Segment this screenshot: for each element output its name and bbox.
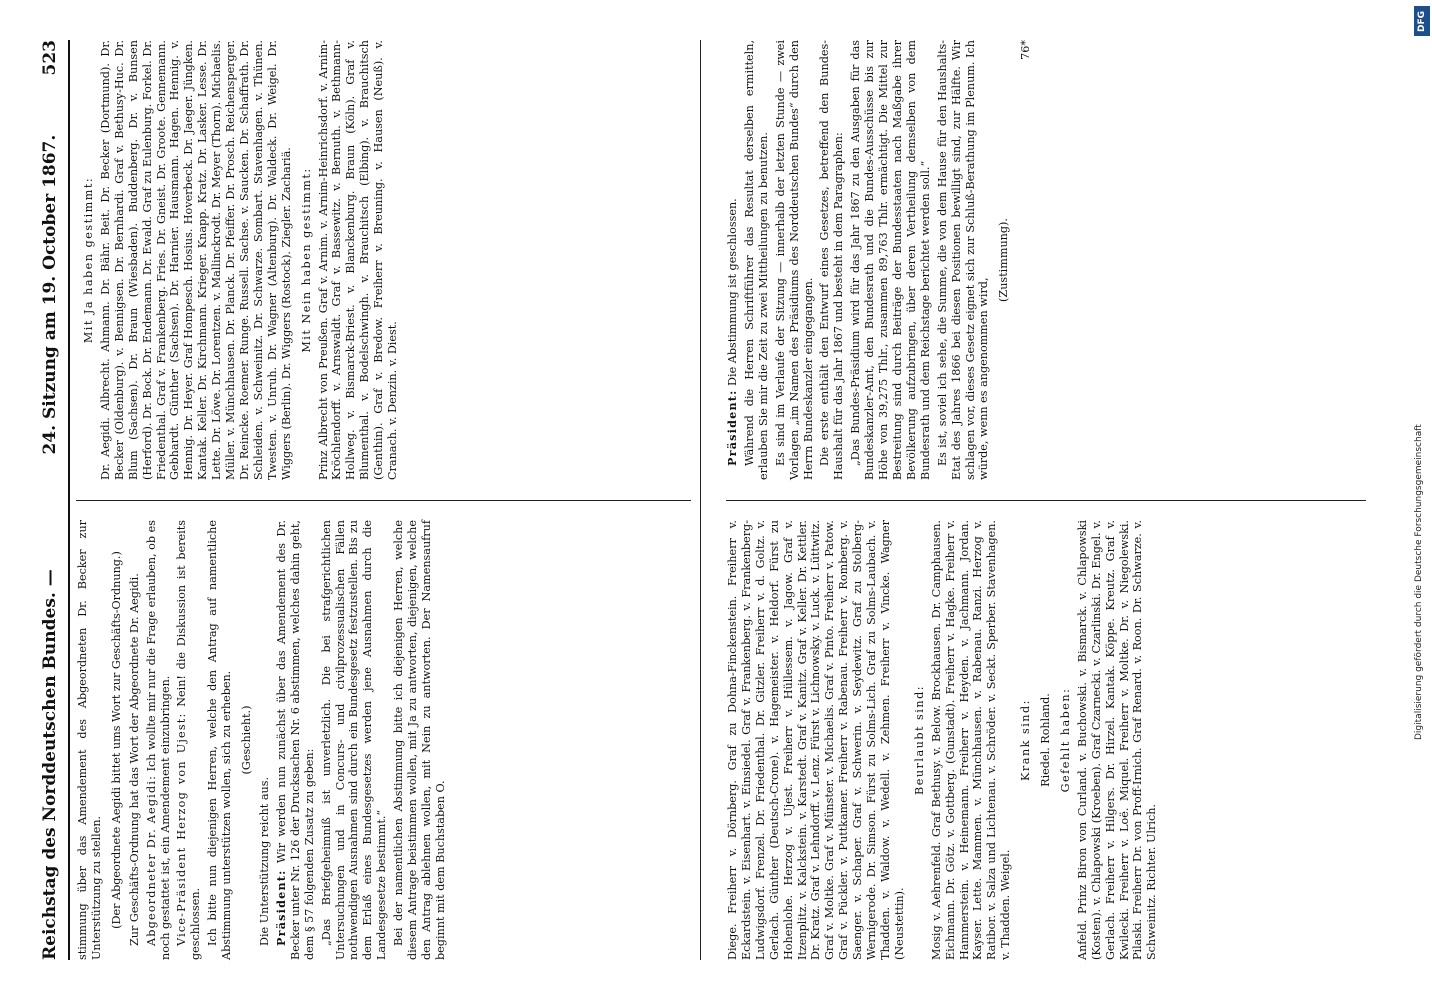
paragraph: stimmung über das Amendement des Abgeordneten Dr. Becker zur Unterstützung zu stellen. [76,520,103,960]
sheet-mark: 76* [1019,40,1033,60]
quoted-bill: „Das Bundes-Präsidium wird für das Jahr 1867 zu den Ausgaben für das Bundeskanzler-Amt, den Bundesrath und die Bundes-Ausschüsse bis zur Höhe von 39,275 Thlr., zusammen 89,763 Thlr. ermächtigt. Die Mittel zur Bestreitung sind durch Beiträge der Bundesstaaten nach Maßgabe ihrer Bevölkerung aufzubringen, über deren Vertheilung demselben von dem Bundesrath und dem Reichstage berichtet werden soll.“ [849,40,932,480]
speech-text: Wir werden nun zunächst über das Amendement des Dr. Becker unter Nr. 126 der Drucksachen Nr. 6 abstimmen, welches dahin geht, dem § 57 folgenden Zusatz zu geben: [274,520,316,960]
paragraph: Zur Geschäfts-Ordnung hat das Wort der Abgeordnete Dr. Aegidi. [127,573,141,946]
paragraph: (Zustimmung). [997,218,1011,302]
speaker-name: Präsident: [725,389,739,466]
paragraph [275,520,317,960]
paragraph: Die Unterstützung reicht aus. [257,776,271,946]
paragraph: (Geschieht.) [240,705,254,775]
name-list-ja: Dr. Aegidi. Albrecht. Ahmann. Dr. Bähr. Beit. Dr. Becker (Dortmund). Dr. Becker (Oldenburg). v. Bennigsen. Dr. Bernhardi. Graf v. Bethusy-Huc. Dr. Blum (Sachsen). Dr. Braun (Wiesbaden). Buddenberg. Dr. v. Bunsen (Herford). Dr. Bock. Dr. Endemann. Dr. Ewald. Graf zu Eulenburg. Forkel. Dr. Friedenthal. Graf v. Frankenberg. Fries. Dr. Gneist. Dr. Groote. Gennemann. Gebhardt. Günther (Sachsen). Dr. Harnier. Hausmann. Hagen. Hennig. v. Hennig. Dr. Heyer. Graf Hompesch. Hosius. Hoverbeck. Dr. Jaeger. Jüngken. Kantak. Keller. Dr. Kirchmann. Krieger. Knapp. Kratz. Dr. Lasker. Lesse. Dr. Lette. Dr. Löwe. Dr. Lorentzen. v. Mallinckrodt. Dr. Meyer (Thorn). Michaelis. Müller. v. Münchhausen. Dr. Planck. Dr. Pfeiffer. Dr. Prosch. Reichensperger. Dr. Reincke. Roemer. Runge. Russell. Sachse. v. Saucken. Dr. Schaffrath. Dr. Schleiden. v. Schweinitz. Dr. Schwarze. Sombart. Stavenhagen. v. Thünen. Twesten. v. Unruh. Dr. Wagner (Altenburg). Dr. Waldeck. Dr. Weigel. Dr. Wiggers (Berlin). Dr. Wiggers (Rostock). Ziegler. Zachariä. [98,40,293,480]
paragraph: Es ist, soviel ich sehe, die Summe, die von dem Hause für den Haushalts-Etat des Jahres 1866 bei diesen Positionen bewilligt sind, zur Hälfte. Wir schlagen vor, dieses Gesetz eignet sich zur Schluß-Berathung im Plenum. Ich würde, wenn es angenommen wird, [935,40,991,480]
speech-text: Die Abstimmung ist geschlossen. [726,198,739,386]
paragraph [726,40,740,480]
name-list-nein: Prinz Albrecht von Preußen. Graf v. Arnim. v. Arnim-Heinrichsdorf. v. Arnim-Kröchlendorff. v. Arnswaldt. Graf v. Bassewitz. v. Bernuth. v. Bethmann-Hollweg. v. Bismarck-Briest. v. Blanckenburg. Braun (Köln). Graf v. Blumenthal. v. Bodelschwingh. v. Brauchitsch (Elbing). v. Brauchitsch (Genthin). Graf v. Bredow. Freiherr v. Breuning. v. Hausen (Neuß). v. Cranach. v. Denzin. v. Diest. [316,40,400,480]
speaker-name: Abgeordneter Dr. Aegidi: [144,774,158,946]
section-heading-krank: Krank sind: [1019,699,1033,781]
paragraph: Es sind im Verlaufe der Sitzung — innerhalb der letzten Stunde — zwei Vorlagen „im Namen des Präsidiums des Norddeutschen Bundes“ durch den Herrn Bundeskanzler eingegangen. [773,40,815,480]
paragraph: Die erste enthält den Entwurf eines Gesetzes, betreffend den Bundes-Haushalt für das Jahr 1867 und besteht in dem Paragraphen: [818,40,846,480]
upper-half [76,40,691,960]
page-number: 523 [40,40,60,76]
digitization-credit: Digitalisierung gefördert durch die Deutsche Forschungsgemeinschaft [1414,424,1424,740]
section-heading-gefehlt: Gefehlt haben: [1058,687,1072,793]
paragraph [175,520,203,960]
name-list-nein-continued: Diege. Freiherr v. Dörnberg. Graf zu Dohna-Finckenstein. Freiherr v. Eckardstein. v. Eisenhart. v. Einsiedel. Graf v. Frankenberg. v. Frankenberg-Ludwigsdorf. Frenzel. Dr. Friedenthal. Dr. Gitzler. Freiherr v. d. Goltz. v. Gerlach. Günther (Deutsch-Crone). v. Hagemeister. v. Heldorf. Fürst zu Hohenlohe. Herzog v. Ujest. Freiherr v. Hüllessem. v. Jagow. Graf v. Itzenplitz. v. Kalckstein. v. Karstedt. Graf v. Kanitz. Graf v. Keller. Dr. Kettler. Dr. Kratz. Graf v. Lehndorff. v. Lenz. Fürst v. Lichnowsky. v. Luck. v. Lüttwitz. Graf v. Moltke. Graf v. Münster. v. Michaelis. Graf v. Pinto. Freiherr v. Patow. Graf v. Pückler. v. Puttkamer. Freiherr v. Rabenau. Freiherr v. Romberg. v. Saenger. v. Schaper. Graf v. Schwerin. v. Seydewitz. Graf zu Stolberg-Wernigerode. Dr. Simson. Fürst zu Solms-Lich. Graf zu Solms-Laubach. v. Thadden. v. Waldow. v. Wedell. v. Zehmen. Freiherr v. Vincke. Wagner (Neustettin). [726,520,906,960]
section-heading-ja: Mit Ja haben gestimmt: [82,176,95,344]
dfg-logo: DFG [1414,6,1430,36]
lower-left-column [726,520,1162,960]
speaker-name: Präsident: [273,869,288,946]
column-divider [726,500,1366,501]
header-session: 24. Sitzung am 19. October 1867. [40,134,60,455]
column-divider [76,500,691,501]
header-title: Reichstag des Norddeutschen Bundes. — [40,569,60,960]
paragraph: Während die Herren Schriftführer das Resultat derselben ermitteln, erlauben Sie mir die Zeit zu zwei Mittheilungen zu benutzen. [742,40,770,480]
speaker-name: Vice-Präsident Herzog von Ujest: [175,712,189,946]
quoted-amendment: „Das Briefgeheimniß ist unverletzlich. Die bei strafgerichtlichen Untersuchungen und in Concurs- und civilprozessualischen Fällen nothwendigen Ausnahmen sind durch ein Bundesgesetz festzustellen. Bis zu dem Erlaß eines Bundesgesetzes werden jene Ausnahmen durch die Landesgesetze bestimmt.“ [319,520,389,960]
lower-right-column [726,40,1036,480]
lower-half [726,40,1366,960]
section-divider [700,40,701,960]
running-header [40,40,64,960]
paragraph: Bei der namentlichen Abstimmung bitte ich diejenigen Herren, welche diesem Antrage beistimmen wollen, mit Ja zu antworten, diejenigen, welche den Antrag ablehnen wollen, mit Nein zu antworten. Der Namensaufruf beginnt mit dem Buchstaben O. [392,520,447,960]
speech-text: Nein! die Diskussion ist bereits geschlossen. [175,520,203,960]
speech-text: Ich wollte mir nur die Frage erlauben, ob es noch gestattet ist, ein Amendement einzubringen. [144,520,172,960]
digitization-sidebar [1412,0,1432,1000]
paragraph [145,520,173,960]
section-heading-nein: Mit Nein haben gestimmt: [299,167,313,353]
name-list-gefehlt: Anfeld. Prinz Biron von Curland. v. Buchowski. v. Bismarck. v. Chlapowski (Kosten). v. Chlapowski (Kroeben). Graf Czarnecki. v. Czarlinski. Dr. Engel. v. Gerlach. Freiherr v. Hilgers. Dr. Hirzel. Kantak. Köppe. Kreutz. Graf v. Kwilecki. Freiherr v. Loë. Miquel. Freiherr v. Moltke. Dr. v. Niegolewski. Pilaski. Freiherr Dr. von Proff-Irnich. Graf Renard. v. Roon. Dr. Schwarze. v. Schweinitz. Richter. Ulrich. [1075,520,1159,960]
upper-right-column [76,40,403,480]
paragraph: (Der Abgeordnete Aegidi bittet ums Wort zur Geschäfts-Ordnung.) [109,551,123,929]
name-list-krank: Riedel. Rohland. [1039,693,1053,787]
paragraph: Ich bitte nun diejenigen Herren, welche den Antrag auf namentliche Abstimmung unterstützen wollen, sich zu erheben. [206,520,234,960]
section-heading-beurlaubt: Beurlaubt sind: [912,684,926,796]
name-list-beurlaubt: Mosig v. Aehrenfeld. Graf Bethusy. v. Below. Brockhausen. Dr. Camphausen. Eichmann. Dr. Götz. v. Gottberg. (Gunstadt). Freiherr v. Hagke. Freiherr v. Hammerstein. v. Heinemann. Freiherr v. Heyden. v. Jachmann. Jordan. Kayser. Lette. Mammen. v. Münchhausen. v. Rabenau. Ranzi. Herzog v. Ratibor. v. Salza und Lichtenau. v. Schröder. v. Seckt. Sperber. Stavenhagen. v. Thadden. Weigel. [929,520,1013,960]
header-rule [68,40,70,960]
upper-left-column [76,520,451,960]
